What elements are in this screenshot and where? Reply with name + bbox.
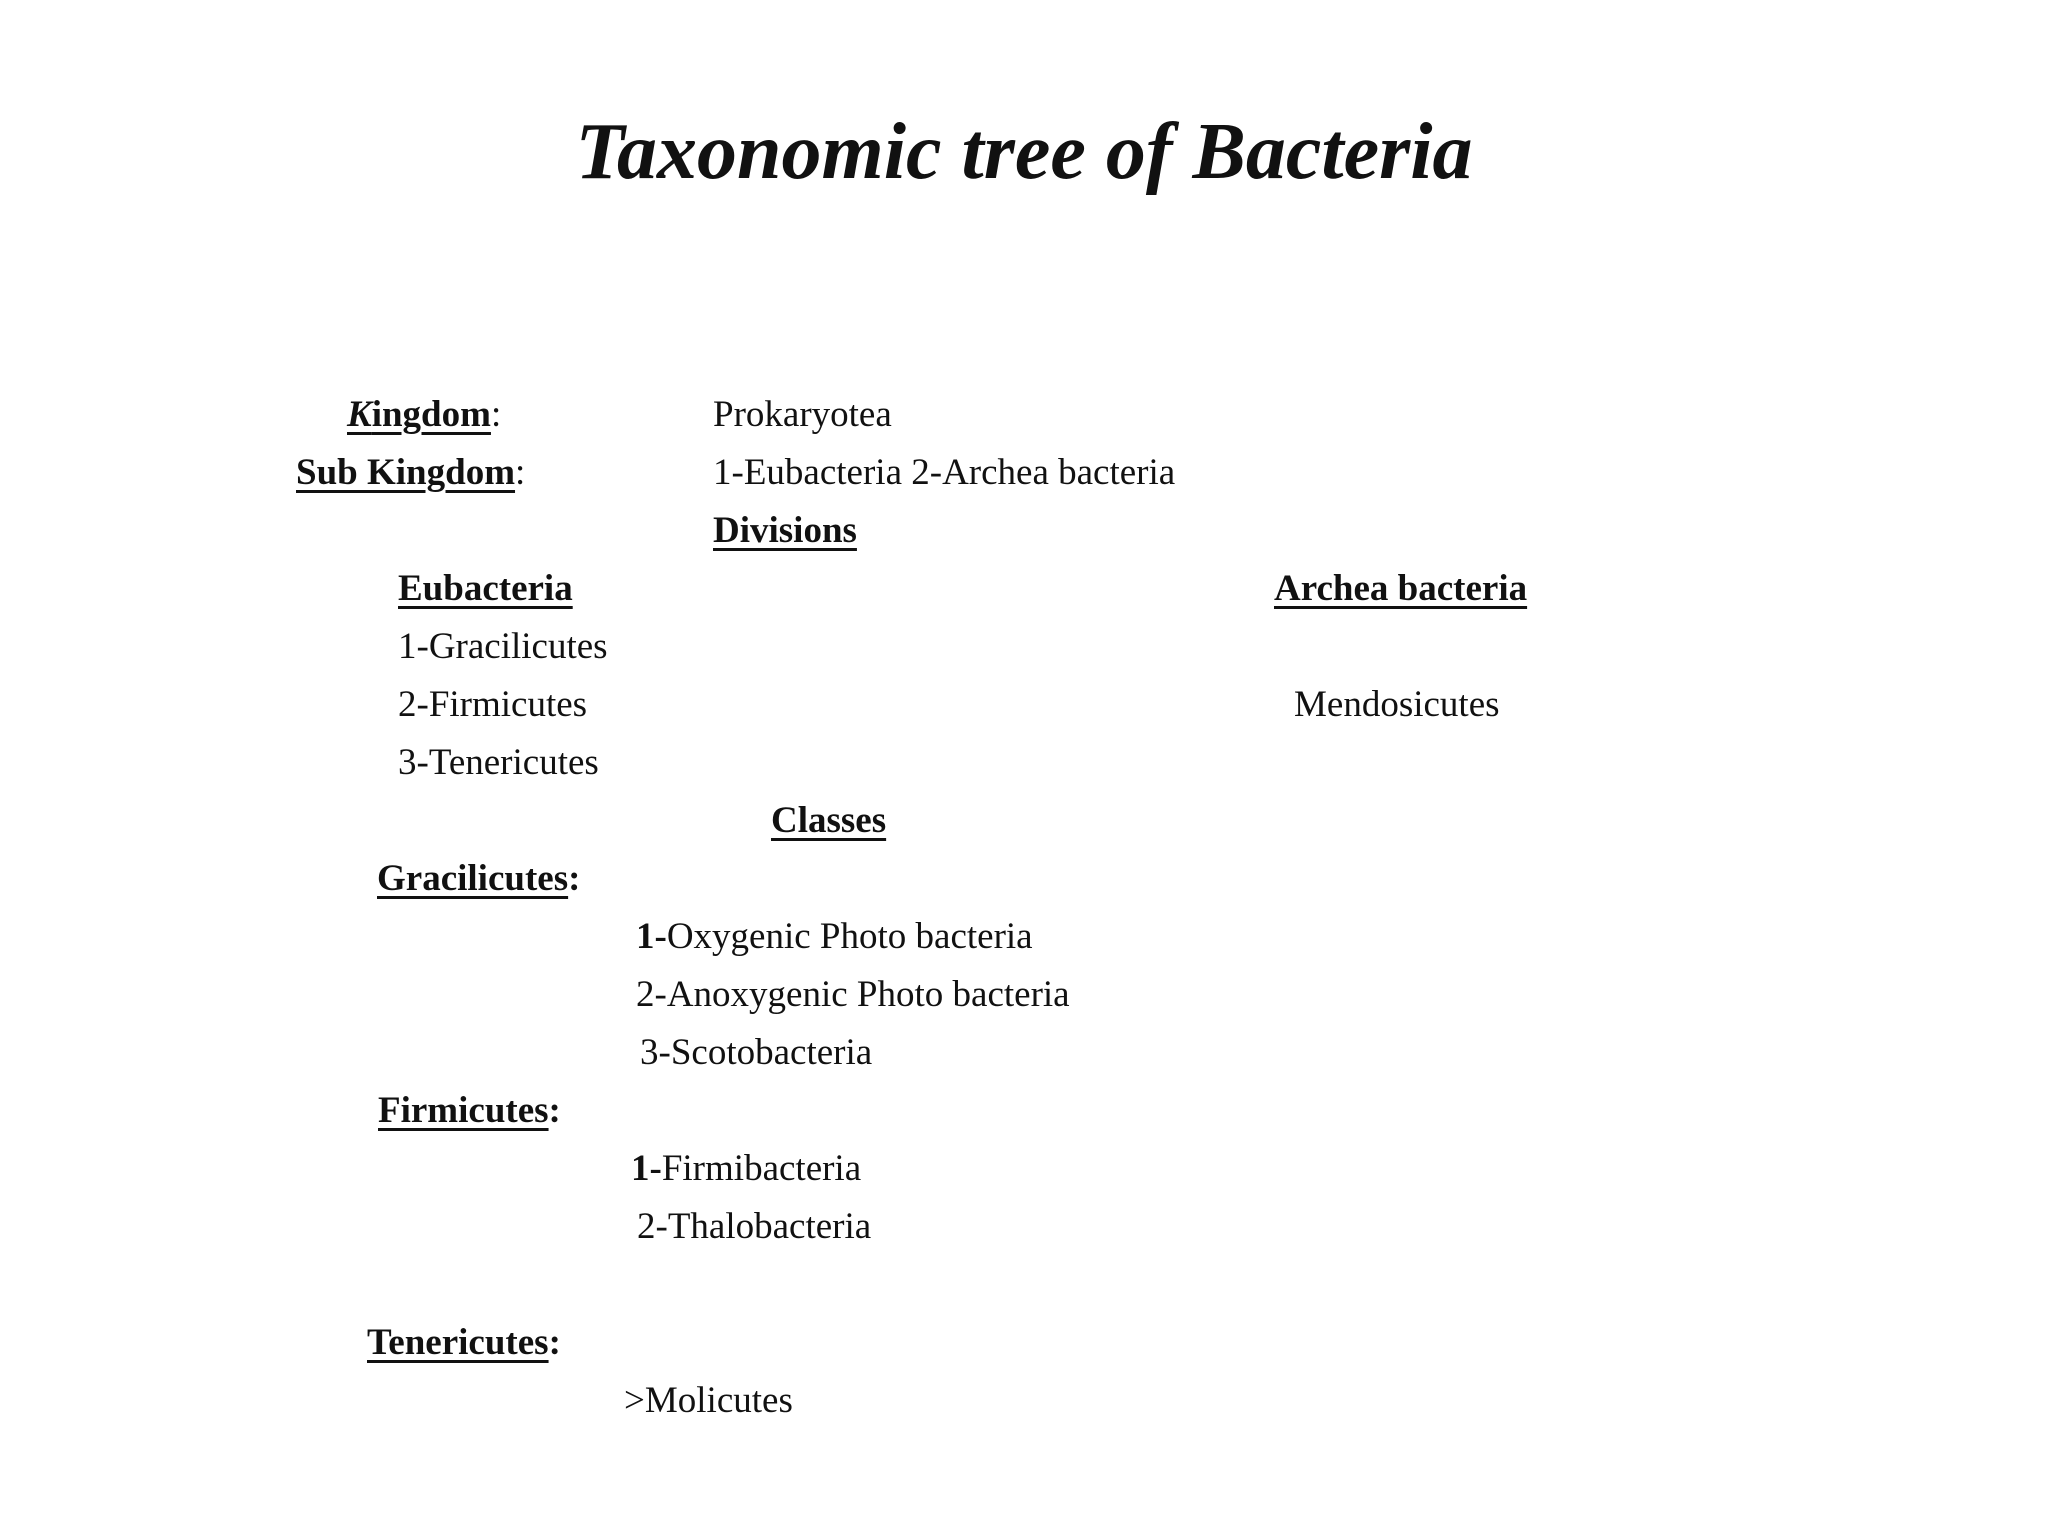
kingdom-value: Prokaryotea xyxy=(713,394,892,435)
firmicutes-heading-text: Firmicutes xyxy=(378,1090,549,1131)
kingdom-label-rest: ingdom xyxy=(371,394,491,435)
class-item-text: 2-Thalobacteria xyxy=(637,1206,872,1247)
archea-bacteria-heading: Archea bacteria xyxy=(1274,568,1528,609)
class-item-text: >Molicutes xyxy=(624,1380,793,1421)
sub-kingdom-value: 1-Eubacteria 2-Archea bacteria xyxy=(713,452,1176,493)
gracilicutes-colon: : xyxy=(568,858,581,899)
gracilicutes-heading xyxy=(377,860,580,897)
kingdom-label-initial: K xyxy=(347,394,372,435)
tenericutes-heading xyxy=(367,1324,561,1361)
class-item-text: Firmibacteria xyxy=(661,1148,862,1189)
archea-division-item: Mendosicutes xyxy=(1294,684,1500,725)
class-list-item xyxy=(624,1382,793,1419)
eubacteria-heading: Eubacteria xyxy=(398,568,573,609)
sub-kingdom-label xyxy=(296,454,525,491)
kingdom-colon: : xyxy=(490,394,502,435)
eubacteria-division-item: 3-Tenericutes xyxy=(398,742,599,783)
firmicutes-colon: : xyxy=(548,1090,561,1131)
class-list-item xyxy=(636,918,1033,955)
kingdom-label xyxy=(347,396,501,433)
class-list-item xyxy=(631,1150,861,1187)
sub-kingdom-colon: : xyxy=(515,452,526,493)
tenericutes-heading-text: Tenericutes xyxy=(367,1322,549,1363)
classes-heading: Classes xyxy=(771,800,887,841)
sub-kingdom-label-text: Sub Kingdom xyxy=(296,452,516,493)
gracilicutes-heading-text: Gracilicutes xyxy=(377,858,569,899)
class-list-item xyxy=(636,976,1070,1013)
page-title: Taxonomic tree of Bacteria xyxy=(575,108,1473,196)
eubacteria-division-item: 1-Gracilicutes xyxy=(398,626,608,667)
eubacteria-division-item: 2-Firmicutes xyxy=(398,684,588,725)
divisions-heading: Divisions xyxy=(713,510,857,551)
class-list-item xyxy=(637,1208,871,1245)
class-item-number: 1- xyxy=(631,1148,662,1189)
class-item-text: 2-Anoxygenic Photo bacteria xyxy=(636,974,1070,1015)
tenericutes-colon: : xyxy=(548,1322,561,1363)
class-list-item xyxy=(640,1034,872,1071)
firmicutes-heading xyxy=(378,1092,561,1129)
class-item-number: 1- xyxy=(636,916,667,957)
class-item-text: 3-Scotobacteria xyxy=(640,1032,873,1073)
class-item-text: Oxygenic Photo bacteria xyxy=(666,916,1033,957)
